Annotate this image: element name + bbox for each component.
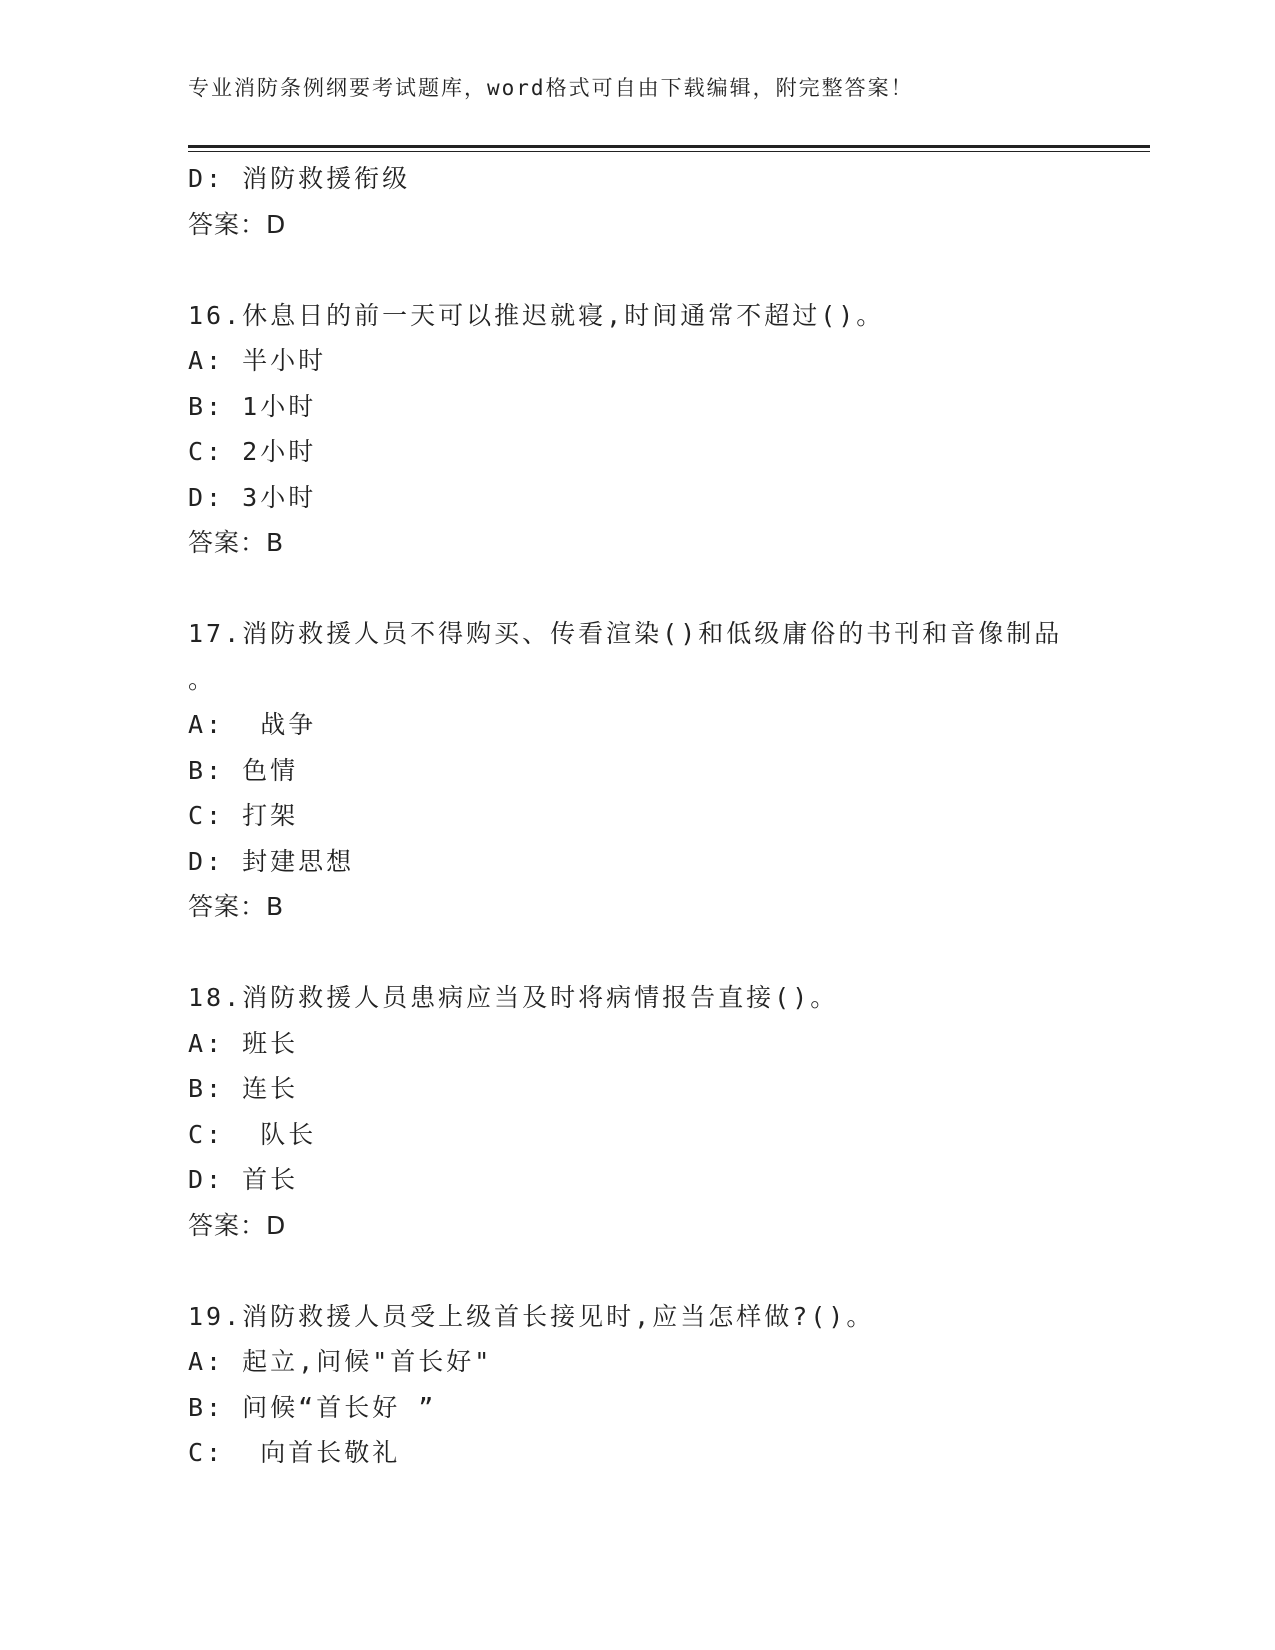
spacer [188,1248,1108,1294]
answer: 答案：B [188,892,285,921]
spacer [188,566,1108,612]
option-a: A: 班长 [188,1028,299,1058]
question-16 [188,293,1108,566]
option-d: D: 3小时 [188,482,317,512]
page-header: 专业消防条例纲要考试题库，word格式可自由下载编辑，附完整答案！ [188,76,914,100]
option-c: C: 2小时 [188,437,317,466]
question-17 [188,611,1108,930]
option-b: B: 1小时 [188,391,317,421]
option-a: A: 起立,问候"首长好" [188,1347,493,1376]
option-d: D: 封建思想 [188,846,355,876]
option-b: B: 连长 [188,1074,299,1103]
option-b: B: 问候“首长好 ” [188,1392,437,1422]
header-rule-thick [188,145,1150,148]
prev-question-answer: 答案：D [188,209,287,239]
question-stem: 19.消防救援人员受上级首长接见时,应当怎样做?()。 [188,1301,875,1331]
answer: 答案：B [188,528,285,557]
question-19 [188,1294,1108,1476]
question-stem: 17.消防救援人员不得购买、传看渲染()和低级庸俗的书刊和音像制品 [188,619,1063,648]
answer: 答案：D [188,1210,287,1240]
option-c: C: 打架 [188,801,299,830]
option-c: C: 队长 [188,1119,317,1149]
spacer [188,247,1108,293]
question-list [188,156,1108,1476]
question-18 [188,975,1108,1248]
question-stem: 16.休息日的前一天可以推迟就寝,时间通常不超过()。 [188,300,885,330]
option-d: D: 首长 [188,1165,299,1194]
option-c: C: 向首长敬礼 [188,1438,401,1467]
spacer [188,930,1108,976]
header-rule-thin [188,151,1150,152]
option-b: B: 色情 [188,755,299,785]
prev-question-option-d: D: 消防救援衔级 [188,164,411,193]
option-a: A: 半小时 [188,346,327,375]
question-stem-continuation: 。 [188,664,214,694]
question-stem: 18.消防救援人员患病应当及时将病情报告直接()。 [188,983,839,1012]
option-a: A: 战争 [188,710,317,739]
